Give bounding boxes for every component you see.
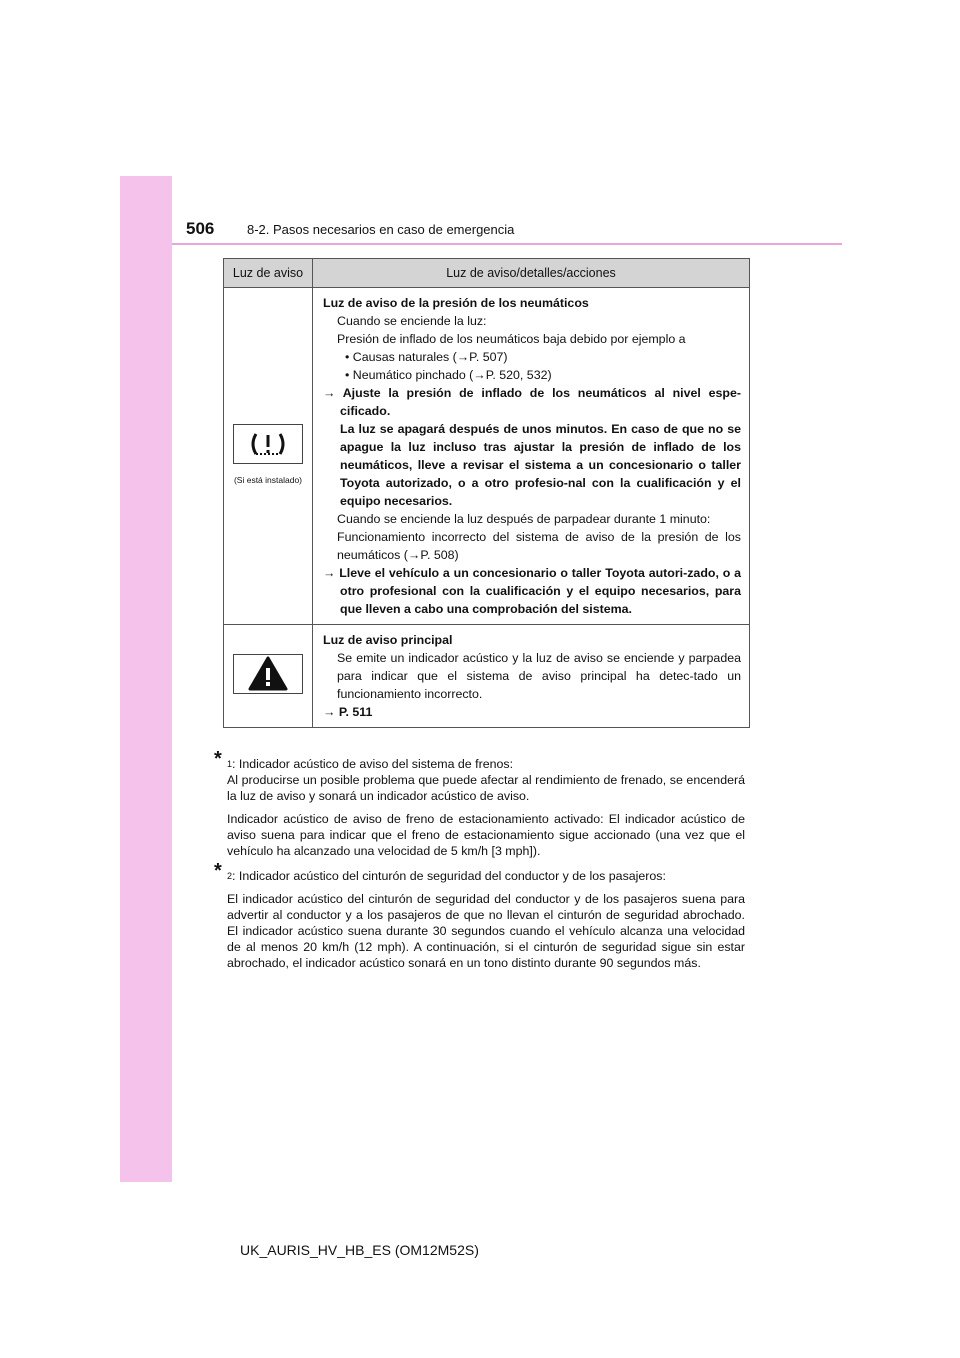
row-title: Luz de aviso principal	[323, 633, 453, 647]
action-text: → Ajuste la presión de inflado de los neumáticos al nivel espe-cificado.	[323, 386, 741, 418]
header-divider	[172, 243, 842, 245]
section-title: 8-2. Pasos necesarios en caso de emergencia	[247, 222, 515, 237]
col-header-light: Luz de aviso	[224, 259, 313, 288]
footnote-text: Al producirse un posible problema que puede afectar al rendimiento de frenado, se encenderá la luz de aviso y sonará un indicador acústico de aviso.	[227, 773, 745, 803]
action-text: La luz se apagará después de unos minutos. En caso de que no se apague la luz incluso tras ajustar la presión de inflado de los neumáticos, lleve a revisar el sistema a un concesionario o taller Toyota autorizado, o a otro profesio-nal con la cualificación y el equipo necesarios.	[340, 422, 741, 508]
details-cell	[313, 625, 750, 728]
warning-light-table	[223, 258, 750, 728]
text-line: Presión de inflado de los neumáticos baja debido por ejemplo a	[337, 332, 686, 346]
footnotes	[214, 748, 745, 971]
col-header-details: Luz de aviso/detalles/acciones	[313, 259, 750, 288]
text-line: Funcionamiento incorrecto del sistema de aviso de la presión de los neumáticos (→P. 508)	[337, 530, 741, 562]
asterisk-icon: *	[214, 860, 222, 882]
action-text: → Lleve el vehículo a un concesionario o taller Toyota autori-zado, o a otro profesional con la cualificación y el equipo necesarios, para que lleven a cabo una comprobación del sistema.	[323, 566, 741, 616]
footnote-text: El indicador acústico del cinturón de seguridad del conductor y de los pasajeros suena para advertir al conductor y a los pasajeros de que no llevan el cinturón de seguridad abrochado. El indicador acústico suena durante 30 segundos cuando el vehículo alcanza una velocidad de al menos 20 km/h (12 mph). A continuación, si el cinturón de seguridad sigue sin estar abrochado, el indicador acústico sonará en un tono distinto durante 90 segundos más.	[227, 892, 745, 970]
bullet-item: • Causas naturales (→P. 507)	[345, 350, 508, 364]
footnote-heading: : Indicador acústico del cinturón de seguridad del conductor y de los pasajeros:	[232, 869, 666, 883]
tire-pressure-warning-icon	[233, 424, 303, 464]
footnote-2	[214, 860, 745, 884]
footnote-1	[214, 748, 745, 772]
master-warning-icon	[233, 654, 303, 694]
document-code: UK_AURIS_HV_HB_ES (OM12M52S)	[240, 1242, 479, 1258]
icon-cell	[224, 625, 313, 728]
side-tab-bar	[120, 176, 172, 1182]
table-row	[224, 288, 750, 625]
details-cell	[313, 288, 750, 625]
footnote-text: Indicador acústico de aviso de freno de estacionamiento activado: El indicador acústico de aviso suena para indicar que el freno de estacionamiento sigue accionado (una vez que el vehículo ha alcanzado una velocidad de 5 km/h [3 mph]).	[227, 812, 745, 858]
text-line: Cuando se enciende la luz:	[337, 314, 487, 328]
asterisk-icon: *	[214, 748, 222, 770]
table-header-row	[224, 259, 750, 288]
page-number: 506	[186, 219, 215, 238]
action-text: → P. 511	[323, 705, 373, 719]
text-line: Cuando se enciende la luz después de parpadear durante 1 minuto:	[337, 512, 711, 526]
bullet-item: • Neumático pinchado (→P. 520, 532)	[345, 368, 552, 382]
row-title: Luz de aviso de la presión de los neumáticos	[323, 296, 589, 310]
footnote-number: 1	[227, 759, 233, 769]
table-row	[224, 625, 750, 728]
footnote-number: 2	[227, 871, 233, 881]
footnote-heading: : Indicador acústico de aviso del sistema de frenos:	[232, 757, 514, 771]
text-line: Se emite un indicador acústico y la luz de aviso se enciende y parpadea para indicar que el sistema de aviso principal ha detec-tado un funcionamiento incorrecto.	[337, 651, 741, 701]
icon-cell	[224, 288, 313, 625]
icon-caption: (Si está instalado)	[233, 474, 303, 485]
